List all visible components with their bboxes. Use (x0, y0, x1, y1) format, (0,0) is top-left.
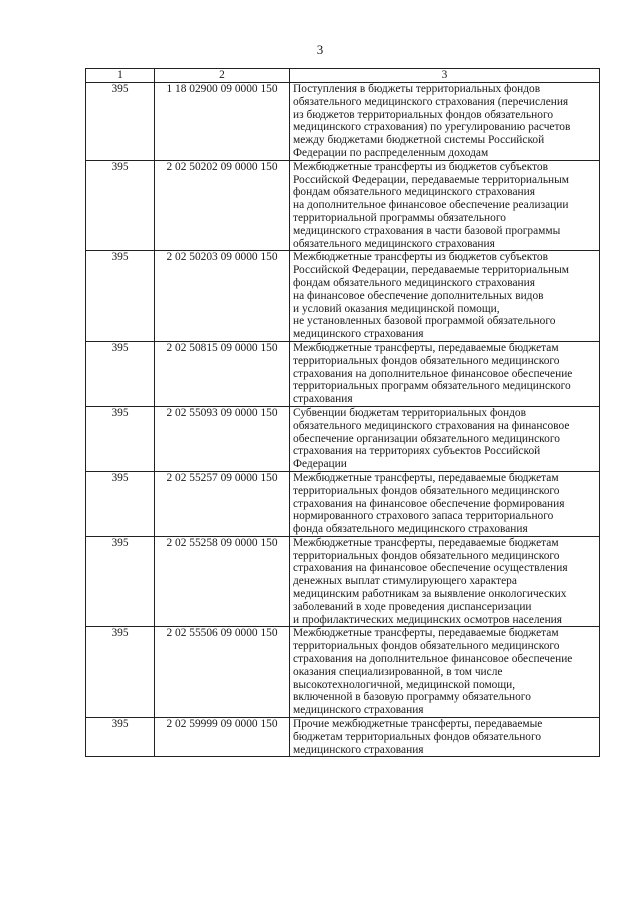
description-line: бюджетам территориальных фондов обязательного (293, 730, 542, 743)
description-line: оказания специализированной, в том числе (293, 665, 503, 678)
description-line: Прочие межбюджетные трансферты, передаваемые (293, 718, 543, 731)
description-line: страхования на территориях субъектов Российской (293, 445, 541, 458)
description-line: территориальных фондов обязательного медицинского (293, 354, 560, 367)
column-header: 3 (290, 69, 600, 83)
table-row (86, 251, 600, 342)
budget-codes-table (85, 68, 600, 757)
budget-classification-code-cell: 2 02 50203 09 0000 150 (155, 251, 290, 342)
administrator-code-cell: 395 (86, 341, 155, 406)
administrator-code-cell: 395 (86, 251, 155, 342)
income-description-cell (290, 341, 600, 406)
description-line: фондам обязательного медицинского страхования (293, 276, 535, 289)
income-description-cell (290, 251, 600, 342)
page-number: 3 (316, 42, 324, 57)
description-line: и условий оказания медицинской помощи, (293, 302, 500, 315)
administrator-code-cell: 395 (86, 718, 155, 757)
description-line: обязательного медицинского страхования (перечисления (293, 95, 569, 108)
description-line: Межбюджетные трансферты, передаваемые бюджетам (293, 341, 559, 354)
description-line: страхования на дополнительное финансовое обеспечение (293, 653, 573, 666)
description-line: Российской Федерации, передаваемые территориальным (293, 264, 570, 277)
description-line: медицинского страхования в части базовой программы (293, 224, 561, 237)
description-line: нормированного страхового запаса территориального (293, 510, 554, 523)
description-line: Межбюджетные трансферты, передаваемые бюджетам (293, 627, 559, 640)
administrator-code-cell: 395 (86, 627, 155, 718)
description-line: страхования на финансовое обеспечение осуществления (293, 562, 568, 575)
description-line: территориальных фондов обязательного медицинского (293, 484, 560, 497)
description-line: Поступления в бюджеты территориальных фондов (293, 83, 541, 95)
description-line: Российской Федерации, передаваемые территориальным (293, 173, 570, 186)
description-line: территориальных программ обязательного медицинского (293, 380, 571, 393)
description-line: Федерации по распределенным доходам (293, 146, 489, 159)
income-description-cell (290, 406, 600, 471)
description-line: территориальных фондов обязательного медицинского (293, 549, 560, 562)
description-line: территориальной программы обязательного (293, 211, 506, 224)
administrator-code-cell: 395 (86, 536, 155, 627)
table-row (86, 406, 600, 471)
budget-classification-code-cell: 1 18 02900 09 0000 150 (155, 83, 290, 161)
description-line: медицинским работникам за выявление онкологических (293, 588, 567, 601)
description-line: на дополнительное финансовое обеспечение реализации (293, 199, 569, 212)
income-description-cell (290, 83, 600, 161)
table-row (86, 160, 600, 251)
income-description-cell (290, 718, 600, 757)
description-line: Межбюджетные трансферты из бюджетов субъектов (293, 160, 548, 173)
description-line: не установленных базовой программой обязательного (293, 315, 556, 328)
description-line: медицинского страхования (293, 328, 424, 341)
description-line: Межбюджетные трансферты из бюджетов субъектов (293, 251, 548, 264)
description-line: страхования (293, 393, 353, 406)
description-line: территориальных фондов обязательного медицинского (293, 640, 560, 653)
table-row (86, 536, 600, 627)
description-line: денежных выплат стимулирующего характера (293, 575, 517, 588)
budget-classification-code-cell: 2 02 50202 09 0000 150 (155, 160, 290, 251)
description-line: Межбюджетные трансферты, передаваемые бюджетам (293, 471, 559, 484)
description-line: на финансовое обеспечение дополнительных видов (293, 289, 544, 302)
table-row (86, 471, 600, 536)
description-line: обеспечение организации обязательного медицинского (293, 432, 560, 445)
budget-classification-code-cell: 2 02 55506 09 0000 150 (155, 627, 290, 718)
budget-classification-code-cell: 2 02 55257 09 0000 150 (155, 471, 290, 536)
description-line: фонда обязательного медицинского страхования (293, 523, 528, 536)
budget-classification-code-cell: 2 02 55093 09 0000 150 (155, 406, 290, 471)
description-line: Межбюджетные трансферты, передаваемые бюджетам (293, 536, 559, 549)
column-header: 1 (86, 69, 155, 83)
description-line: между бюджетами бюджетной системы Российской (293, 134, 545, 147)
table-row (86, 627, 600, 718)
table-header-row (86, 69, 600, 83)
administrator-code-cell: 395 (86, 406, 155, 471)
description-line: медицинского страхования) по урегулированию расчетов (293, 121, 571, 134)
description-line: медицинского страхования (293, 704, 424, 717)
description-line: обязательного медицинского страхования на финансовое (293, 419, 570, 432)
administrator-code-cell: 395 (86, 471, 155, 536)
description-line: медицинского страхования (293, 743, 424, 756)
description-line: высокотехнологичной, медицинской помощи, (293, 678, 516, 691)
budget-classification-code-cell: 2 02 55258 09 0000 150 (155, 536, 290, 627)
description-line: страхования на дополнительное финансовое обеспечение (293, 367, 573, 380)
column-header: 2 (155, 69, 290, 83)
income-description-cell (290, 471, 600, 536)
income-description-cell (290, 627, 600, 718)
description-line: страхования на финансовое обеспечение формирования (293, 497, 565, 510)
description-line: заболеваний в ходе проведения диспансеризации (293, 600, 532, 613)
description-line: фондам обязательного медицинского страхования (293, 186, 535, 199)
table-row (86, 341, 600, 406)
budget-classification-code-cell: 2 02 50815 09 0000 150 (155, 341, 290, 406)
description-line: включенной в базовую программу обязательного (293, 691, 531, 704)
description-line: и профилактических медицинских осмотров населения (293, 613, 563, 626)
description-line: Субвенции бюджетам территориальных фондов (293, 406, 526, 419)
income-description-cell (290, 160, 600, 251)
table-row (86, 83, 600, 161)
administrator-code-cell: 395 (86, 160, 155, 251)
income-description-cell (290, 536, 600, 627)
description-line: Федерации (293, 458, 347, 471)
description-line: из бюджетов территориальных фондов обязательного (293, 108, 554, 121)
table-row (86, 718, 600, 757)
administrator-code-cell: 395 (86, 83, 155, 161)
description-line: обязательного медицинского страхования (293, 237, 495, 250)
budget-classification-code-cell: 2 02 59999 09 0000 150 (155, 718, 290, 757)
